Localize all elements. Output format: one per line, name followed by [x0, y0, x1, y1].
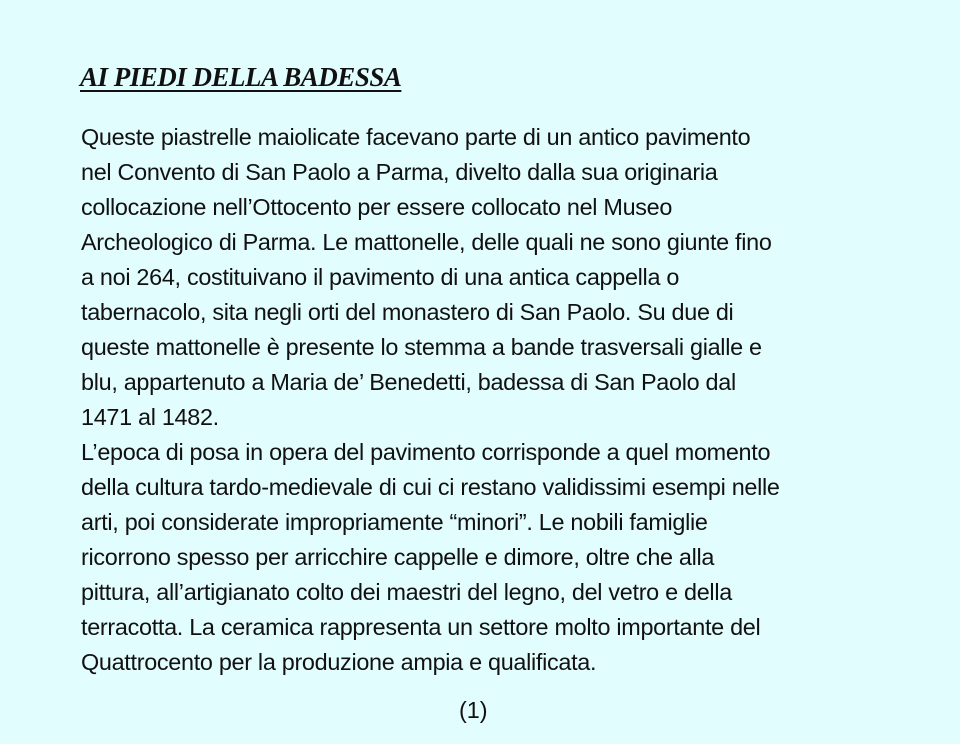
text-line: 1471 al 1482. [81, 404, 219, 430]
body-text [81, 120, 881, 680]
text-line: L’epoca di posa in opera del pavimento corrisponde a quel momento [81, 439, 771, 465]
text-line: terracotta. La ceramica rappresenta un settore molto importante del [81, 614, 761, 640]
text-line: queste mattonelle è presente lo stemma a bande trasversali gialle e [81, 334, 762, 360]
text-line: Quattrocento per la produzione ampia e qualificata. [81, 649, 597, 675]
text-line: nel Convento di San Paolo a Parma, divelto dalla sua originaria [81, 159, 718, 185]
paragraph-1 [81, 120, 881, 435]
paragraph-2 [81, 435, 881, 680]
page-number: (1) [459, 697, 488, 723]
slide-title: AI PIEDI DELLA BADESSA [80, 62, 402, 92]
text-line: collocazione nell’Ottocento per essere collocato nel Museo [81, 194, 673, 220]
text-line: ricorrono spesso per arricchire cappelle e dimore, oltre che alla [81, 544, 715, 570]
text-line: Archeologico di Parma. Le mattonelle, delle quali ne sono giunte fino [81, 229, 772, 255]
text-line: della cultura tardo-medievale di cui ci restano validissimi esempi nelle [81, 474, 780, 500]
text-line: pittura, all’artigianato colto dei maestri del legno, del vetro e della [81, 579, 732, 605]
text-line: a noi 264, costituivano il pavimento di una antica cappella o [81, 264, 680, 290]
text-line: Queste piastrelle maiolicate facevano parte di un antico pavimento [81, 124, 751, 150]
text-line: arti, poi considerate impropriamente “minori”. Le nobili famiglie [81, 509, 708, 535]
text-line: tabernacolo, sita negli orti del monastero di San Paolo. Su due di [81, 299, 734, 325]
text-line: blu, appartenuto a Maria de’ Benedetti, badessa di San Paolo dal [81, 369, 736, 395]
